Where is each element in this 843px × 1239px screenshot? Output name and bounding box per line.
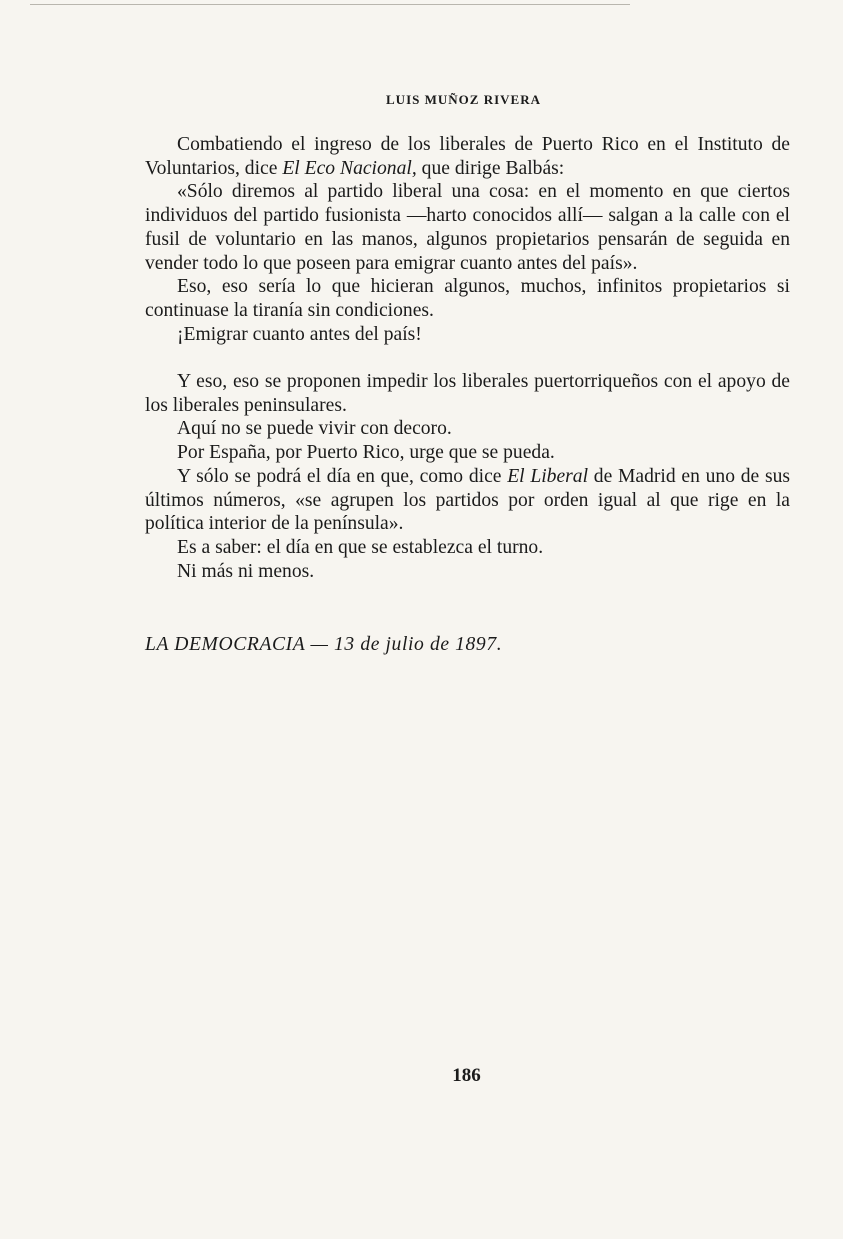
paragraph-8-text-end: de Madrid en uno de sus últimos números, «se agrupen los partidos por orden igual al que rige en la política interior de la península». [145,465,790,535]
paragraph-9: Es a saber: el día en que se establezca el turno. [177,536,544,558]
paragraph-4: ¡Emigrar cuanto antes del país! [177,323,422,345]
paragraph-1-text-end: que dirige Balbás: [416,157,565,179]
newspaper-title-el-liberal: El Liberal [507,465,589,487]
paragraph-3: Eso, eso sería lo que hicieran algunos, muchos, infinitos propietarios si continuase la tiranía sin condiciones. [145,276,790,321]
page-number: 186 [452,1065,481,1086]
paragraph-7: Por España, por Puerto Rico, urge que se pueda. [177,442,555,464]
article-body [145,133,790,583]
paragraph-2: «Sólo diremos al partido liberal una cosa: en el momento en que ciertos individuos del partido fusionista —harto conocidos allí— salgan a la calle con el fusil de voluntario en las manos, algunos propietarios pensarán de seguida en vender todo lo que poseen para emigrar cuanto antes del país». [145,181,790,274]
dateline: LA DEMOCRACIA — 13 de julio de 1897. [145,634,503,655]
paragraph-5: Y eso, eso se proponen impedir los liberales puertorriqueños con el apoyo de los liberales peninsulares. [145,371,790,416]
paragraph-1-text: Combatiendo el ingreso de los liberales de Puerto Rico en el Instituto de Voluntarios, dice [145,134,790,179]
paragraph-8 [145,465,790,536]
scan-edge-line [30,4,630,5]
newspaper-title-eco-nacional: El Eco Nacional, [282,157,417,179]
paragraph-10: Ni más ni menos. [177,560,315,582]
paragraph-6: Aquí no se puede vivir con decoro. [177,418,452,440]
paragraph-8-text: Y sólo se podrá el día en que, como dice [177,465,508,487]
running-head: LUIS MUÑOZ RIVERA [386,92,541,107]
paragraph-1 [145,133,790,180]
